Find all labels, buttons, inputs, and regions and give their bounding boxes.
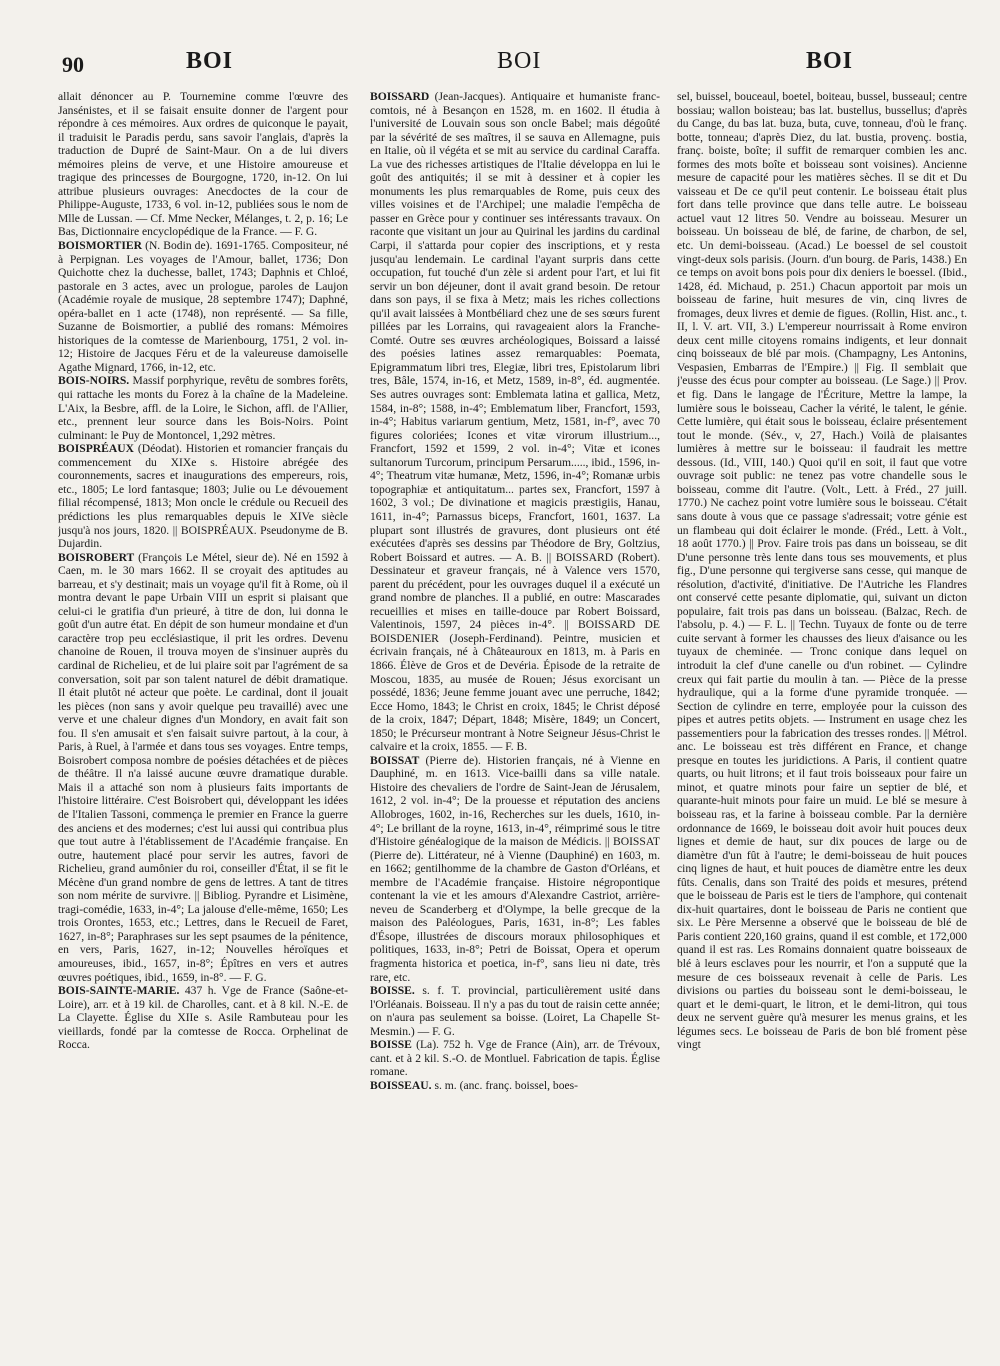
running-head-center: BOI: [497, 48, 542, 74]
entry-headword: BOIS-SAINTE-MARIE.: [58, 984, 180, 998]
entry-text: (Jean-Jacques). Antiquaire et humaniste franc-comtois, né à Besançon en 1528, m. en 1602. Il étudia à l'université de Louvain sous son oncle Babel; mais dégoûté par la sévérité de ses maîtres, il se sauva en Allemagne, puis en Italie, où il végéta et se mit au service du cardinal Caraffa. La vue des richesses artistiques de l'Italie développa en lui le goût des antiquités; il se mit à dessiner et à copier les monuments les plus remarquables de Rome, puis ceux des villes voisines et de l'Archipel; une maladie l'empêcha de passer en Grèce pour y continuer ses intéressants travaux. On raconte que visitant un jour au Quirinal les jardins du cardinal Carpi, il s'attarda pour copier des inscriptions, et y resta jusqu'au lendemain. Le cardinal l'ayant surpris dans cette occupation, fut touché d'un zèle si ardent pour l'art, et lui fit servir un bon déjeuner, dont il avait grand besoin. De retour dans son pays, il se fixa à Metz; mais les riches collections qu'il avait laissées à Montbéliard chez une de ses sœurs furent pillées par les Lorrains, qui ravageaient alors la Franche-Comté. Outre ses œuvres archéologiques, Boissard a laissé des poésies latines assez remarquables: Poemata, Epigrammatum libri tres, Elegiæ, libri tres, Epistolarum libri tres, Bâle, 1574, in-16, et Metz, 1589, in-8°, éd. augmentée. Ses autres ouvrages sont: Emblemata latina et gallica, Metz, 1584, in-8°; 1588, in-4°; Emblematum liber, Francfort, 1593, in-4°; Habitus variarum gentium, Metz, 1581, in-f°, avec 70 figures coloriées; Icones et vitæ virorum illustrium..., Francfort, 1592 et 1599, 2 vol. in-4°; Vitæ et icones sultanorum Turcorum, principum Persarum....., ibid., 1596, in-4°; Theatrum vitæ humanæ, Metz, 1596, in-4°; Romanæ urbis topographiæ et antiquitatum... partes sex, Francfort, 1597 à 1602, 3 vol.; De divinatione et magicis præstigiis, Hanau, 1611, in-4°; Parnassus biceps, Francfort, 1601, 1637. La plupart sont illustrés de gravures, dont plusieurs ont été exécutées d'après ses dessins par Théodore de Bry, Goltzius, Robert Boissard et autres. — A. B. || BOISSARD (Robert). Dessinateur et graveur français, né à Valence vers 1570, parent du précédent, pour les ouvrages duquel il a exécuté un grand nombre de planches. Il a publié, en outre: Mascarades recueillies et mises en taille-douce par Robert Boissard, Valentinois, 1597, 24 pièces in-4°. || BOISSARD DE BOISDENIER (Joseph-Ferdinand). Peintre, musicien et écrivain français, né à Châteauroux en 1813, m. à Paris en 1866. Élève de Gros et de Devéria. Épisode de la retraite de Moscou, 1835, au musée de Rouen; Jésus exorcisant un possédé, 1836; Jeune femme jouant avec une perruche, 1842; Ecce Homo, 1843; le Christ en croix, 1845; le Christ déposé de la croix, 1847; Départ, 1848; Misère, 1849; un Concert, 1850; le Précurseur montrant à Notre Seigneur Jésus-Christ le calvaire et la croix, 1855. — F. B.: [370, 90, 660, 754]
entry-continuation: [58, 90, 348, 239]
dictionary-entry: [58, 442, 348, 550]
entry-text: (Déodat). Historien et romancier français du commencement du XIXe s. Histoire abrégée des couronnements, sacres et inaugurations des empereurs, rois, etc., 1805; Le lord fantasque; 1803; Julie ou Le dévouement filial récompensé, 1813; Mon oncle le crédule ou Recueil des prédictions les plus remarquables depuis le XIVe siècle jusqu'à nos jours, 1820. || BOISPRÉAUX. Pseudonyme de B. Dujardin.: [58, 442, 348, 551]
entry-text: (Pierre de). Historien français, né à Vienne en Dauphiné, m. en 1613. Vice-bailli dans sa ville natale. Histoire des chevaliers de l'ordre de Saint-Jean de Jérusalem, 1612, 2 vol. in-4°; De la prouesse et réputation des anciens Allobroges, 1602, in-16, Recherches sur les duels, 1610, in-4°; Le brillant de la royne, 1613, in-4°, réimprimé sous le titre d'Histoire généalogique de la maison de Médicis. || BOISSAT (Pierre de). Littérateur, né à Vienne (Dauphiné) en 1603, m. en 1662; gentilhomme de la chambre de Gaston d'Orléans, et membre de l'Académie française. Histoire négropontique contenant la vie et les amours d'Alexandre Castriot, arrière-neveu de Scanderberg et d'Olympe, la belle grecque de la maison des Paléologues, Paris, 1631, in-8°; Les fables d'Ésope, illustrées de discours moraux philosophiques et politiques, 1633, in-8°; Petri de Boissat, Opera et operum fragmenta historica et poetica, in-f°, sans lieu ni date, très rare, etc.: [370, 753, 660, 984]
page-header: [0, 48, 1000, 82]
entry-headword: BOISSE: [370, 1038, 412, 1052]
entry-headword: BOISSARD: [370, 90, 430, 103]
dictionary-entry: [58, 374, 348, 442]
entry-headword: BOISPRÉAUX: [58, 442, 135, 456]
dictionary-entry: [58, 984, 348, 1052]
entry-text: (La). 752 h. Vge de France (Ain), arr. de Trévoux, cant. et à 2 kil. S.-O. de Montluel. Fabrication de tapis. Église romane.: [370, 1038, 660, 1079]
entry-headword: BOISSEAU.: [370, 1078, 432, 1092]
dictionary-entry: [370, 1079, 660, 1093]
entry-continuation: [677, 90, 967, 1052]
running-head-left: BOI: [186, 48, 234, 74]
entry-text: (François Le Métel, sieur de). Né en 1592 à Caen, m. le 30 mars 1662. Il se croyait des aptitudes au barreau, et s'y destinait; mais un voyage qu'il fit à Rome, où il montra devant le pape Urbain VIII un esprit si plaisant que celui-ci le gratifia d'un prieuré, à titre de don, lui donna le goût d'un autre état. En dépit de son humeur mondaine et d'un caractère trop peu ecclésiastique, il prit les ordres. Devenu chanoine de Rouen, il trouva moyen de s'insinuer auprès du cardinal de Richelieu, et de lui plaire soit par l'agrément de sa conversation, soit par son talent naturel de débit dramatique. Il était plutôt né acteur que poète. Le cardinal, dont il jouait les pièces (non sans y avoir quelque peu travaillé) avec une verve et une chaleur dignes d'un Mondory, en avait fait son fou. Il s'en amusait et s'en faisait suivre partout, à la cour, à Paris, à Ruel, à l'armée et dans tous ses voyages. Entre temps, Boisrobert composa nombre de poésies détachées et de pièces de théâtre. Il n'a laissé aucune œuvre dramatique durable. Mais il a attaché son nom à plusieurs faits importants de l'histoire littéraire. C'est Boisrobert qui, développant les idées de l'Italien Tassoni, commença le premier en France la guerre des anciens et des modernes; c'est lui aussi qui contribua plus que tout autre à l'établissement de l'Académie française. En outre, hautement placé pour servir les autres, favori de Richelieu, grand aumônier du roi, conseiller d'État, il se fit le Mécène d'un grand nombre de gens de lettres. A tant de titres son nom mérite de survivre. || Bibliog. Pyrandre et Lisimène, tragi-comédie, 1633, in-4°; La jalouse d'elle-même, 1650; Les trois Orontes, 1653, etc.; Lettres, dans le Recueil de Faret, 1627, in-8°; Paraphrases sur les sept psaumes de la pénitence, en vers, Paris, 1627, in-12; Nouvelles héroïques et amoureuses, ibid., 1657, in-8°; Épîtres en vers et autres œuvres poétiques, ibid., 1659, in-8°. — F. G.: [58, 550, 348, 984]
dictionary-entry: [370, 1038, 660, 1079]
text-column-2: [370, 90, 660, 1350]
dictionary-entry: [58, 239, 348, 374]
text-column-1: [58, 90, 348, 1350]
dictionary-entry: [58, 551, 348, 985]
entry-text: allait dénoncer au P. Tournemine comme l'œuvre des Jansénistes, et il se faisait ensuite donner de l'argent pour répondre à ces mémoires. Aux ordres de quiconque le payait, il traduisit le Paradis perdu, sans savoir l'anglais, d'après la traduction de Dupré de Saint-Maur. On a de lui divers mémoires pleins de verve, et une Histoire amoureuse et tragique des princesses de Bourgogne, 1720, in-12. On lui attribue plusieurs ouvrages: Anecdoctes de la cour de Philippe-Auguste, 1733, 6 vol. in-12, publiées sous le nom de Mlle de Lussan. — Cf. Mme Necker, Mélanges, t. 2, p. 16; Le Bas, Dictionnaire encyclopédique de la France. — F. G.: [58, 90, 348, 239]
dictionary-entry: [370, 90, 660, 754]
running-head-right: BOI: [806, 48, 854, 74]
entry-text: sel, buissel, bouceaul, boetel, boiteau, bussel, busseaul; centre bossiau; wallon boisteau; bas lat. bustellus, bussellus; d'après du Cange, du bas lat. buza, buta, cuve, tonneau, d'où le franç. botte, tonneau; d'après Diez, du lat. bustia, provenç. bostia, franç. boiste, boîte; il suffit de remarquer combien les anc. formes des mots boîte et boisseau sont voisines). Ancienne mesure de capacité pour les matières sèches. Il se dit et Du vaisseau et De ce qu'il peut contenir. Le boisseau était plus fort dans telle province que dans telle autre. Le boisseau actuel vaut 12 litres 50. Vendre au boisseau. Mesurer un boisseau. Un boisseau de blé, de farine, de charbon, de sel, etc. Un demi-boisseau. (Acad.) Le boessel de sel coustoit vingt-deux sols parisis. (Journ. d'un bourg. de Paris, 1438.) En ce temps on avoit bons pois pour dix deniers le boessel. (Ibid., 1428, éd. Michaud, p. 251.) Chacun apportoit par mois un boisseau de farine, huit mesures de vin, cinq livres de fromages, deux livres et demie de figues. (Rollin, Hist. anc., t. II, l. V. art. VII, 3.) L'empereur nourrissait à Rome environ deux cent mille citoyens romains indigents, et leur donnait cinq boisseaux de blé par mois. (Champagny, Les Antonins, Vespasien, Embarras de l'Empire.) || Fig. Il semblait que j'eusse des écus pour compter au boisseau. (Le Sage.) || Prov. et fig. Dans le langage de l'Écriture, Mettre la lampe, la lumière sous le boisseau, Cacher la vérité, le talent, le génie. Cette lumière, qui était sous le boisseau, éclaire présentement tout le monde. (Sév., v, 27, Hach.) Voilà de plaisantes lumières à mettre sur le boisseau: il faudrait les mettre dessous. (Id., VIII, 140.) Quoi qu'il en soit, il faut que votre ouvrage soit public: ne tenez pas votre chandelle sous le boisseau, comme dit l'autre. (Volt., Lett. à Fréd., 27 juill. 1770.) Ne cachez point votre lumière sous le boisseau. C'était sans doute à vous que ce passage s'adressait; votre génie est un flambeau qui doit éclairer le monde. (Fréd., Lett. à Volt., 18 août 1770.) || Prov. Faire trois pas dans un boisseau, se dit D'une personne très lente dans tous ses mouvements, et plus fig., D'une personne qui tergiverse sans cesse, qui manque de résolution, d'activité, d'initiative. De l'Autriche les Flandres ont conservé cette pesante diplomatie, qui, suivant un dicton populaire, fait trois pas dans un boisseau. (Balzac, Rech. de l'absolu, p. 4.) — F. L. || Techn. Tuyaux de fonte ou de terre cuite servant à former les chausses des lieux d'aisance ou les tuyaux de cheminée. — Tronc conique dans lequel on introduit la clef d'une canelle ou d'un robinet. — Cylindre creux qui fait partie du moulin à tan. — Pièce de la presse hydraulique, qui a la forme d'une pyramide tronquée. — Section de cylindre en terre, employée pour la cuisson des pipes et autres petits objets. — Instrument en usage chez les passementiers pour la fabrication des tresses rondes. || Métrol. anc. Le boisseau est très différent en France, et change presque en toutes les juridictions. A Paris, il contient quatre quarts, ou huit litrons; et il faut trois boisseaux pour faire un minot, et quatre minots pour faire un septier de blé, et quarante-huit minots pour faire un muid. Le blé se mesure à boisseau ras, et la farine à boisseau comble. Par la dernière ordonnance de 1669, le boisseau doit avoir huit pouces deux lignes et demie de haut, sur dix pouces de large ou de diamètre d'un fût à l'autre; le demi-boisseau de huit pouces cinq lignes de haut, et huit pouces de diamètre entre les deux fûts. Cenalis, dans son Traité des poids et mesures, prétend que le boisseau de Paris est le tiers de l'amphore, qui contenait dix-huit quartaires, dont le boisseau de Paris ne contient que six. Le Père Mersenne a observé que le boisseau de blé de Paris contient 220,160 grains, quand il est comble, et 172,000 quand il est ras. Les Romains donnaient quatre boisseaux de blé à leurs esclaves pour les nourrir, et l'on a supputé que la mesure de ces boisseaux revenait à celle de Paris. Les divisions ou parties du boisseau sont le demi-boisseau, le quart et le demi-quart, le litron, et le demi-litron, qui tous deux ne servent guère qu'à mesurer les menus grains, et les légumes secs. Le boisseau de Paris de bon blé froment pèse vingt: [677, 90, 967, 1052]
entry-headword: BOIS-NOIRS.: [58, 374, 130, 388]
page-number: 90: [62, 52, 84, 77]
entry-text: s. f. T. provincial, particulièrement usité dans l'Orléanais. Boisseau. Il n'y a pas du tout de raisin cette année; on n'aura pas seulement sa boisse. (Loiret, La Chapelle St-Mesmin.) — F. G.: [370, 984, 660, 1038]
dictionary-entry: [370, 754, 660, 984]
entry-headword: BOISMORTIER: [58, 239, 142, 253]
dictionary-entry: [370, 984, 660, 1038]
entry-headword: BOISSE.: [370, 984, 415, 998]
entry-text: Massif porphyrique, revêtu de sombres forêts, qui rattache les monts du Forez à la chaîne de la Madeleine. L'Aix, la Besbre, affl. de la Loire, le Sichon, affl. de l'Allier, etc., prennent leur source dans les Bois-Noirs. Point culminant: le Puy de Montoncel, 1,292 mètres.: [58, 374, 348, 442]
entry-text: s. m. (anc. franç. boissel, boes-: [434, 1078, 579, 1092]
entry-headword: BOISSAT: [370, 753, 420, 767]
text-column-3: [677, 90, 967, 1350]
entry-text: 437 h. Vge de France (Saône-et-Loire), arr. et à 19 kil. de Charolles, cant. et à 8 kil. N.-E. de La Clayette. Église du XIIe s. Asile Rambuteau pour les vieillards, fondé par la comtesse de Rocca. Orphelinat de Rocca.: [58, 984, 348, 1052]
entry-text: (N. Bodin de). 1691-1765. Compositeur, né à Perpignan. Les voyages de l'Amour, ballet, 1736; Don Quichotte chez la duchesse, ballet, 1743; Daphnis et Chloé, pastorale en 3 actes, avec un prologue, paroles de Laujon (Académie royale de musique, 28 septembre 1747); Daphné, opéra-ballet en 1 acte (1748), non représenté. — Sa fille, Suzanne de Boismortier, a publié des romans: Mémoires historiques de la comtesse de Marienbourg, 1751, 2 vol. in-12; Histoire de Jacques Féru et de la valeureuse damoiselle Agathe Mignard, 1766, in-12, etc.: [58, 239, 348, 374]
entry-headword: BOISROBERT: [58, 550, 135, 564]
